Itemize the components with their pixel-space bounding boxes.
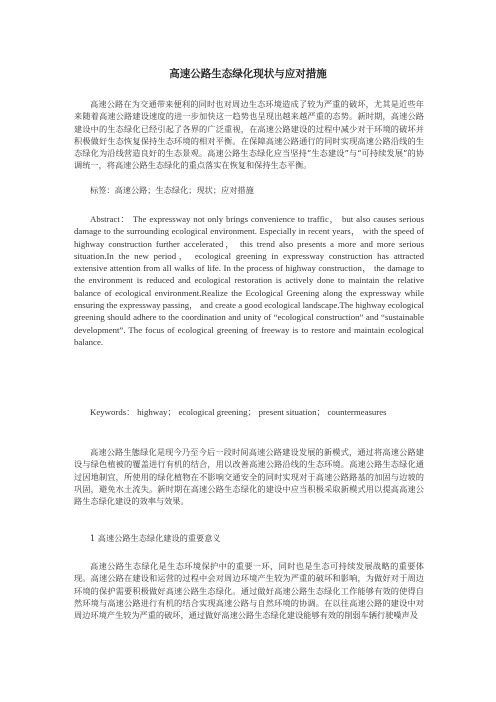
section-body: 高速公路生态绿化是生态环境保护中的重要一环，同时也是生态可持续发展战略的重要体现。高速公路在建设和运营的过程中会对周边环境产生较为严重的破坏和影响，为做好对于周边环境的保护需要积极做好高速公路生态绿化。通过做好高速公路生态绿化工作能够有效的使得自然环境与高速公路进行有机的结合实现高速公路与自然环境的协调。在以往高速公路的建设中对周边环境产生较为严重的破坏，通过做好高速公路生态绿化建设能够有效的削弱车辆行驶噪声及 (74, 561, 424, 621)
section-heading: 1 高速公路生态绿化建设的重要意义 (90, 533, 221, 543)
chinese-abstract: 高速公路在为交通带来便利的同时也对周边生态环境造成了较为严重的破坏，尤其是近些年来随着高速公路建设速度的进一步加快这一趋势也呈现出越来越严重的态势。新时期，高速公路建设中的生态绿化已经引起了各界的广泛重视，在高速公路建设的过程中减少对于环境的破坏并积极做好生态恢复保持生态环境的相对平衡。在保障高速公路通行的同时实现高速公路沿线的生态绿化为沿线营造良好的生态景观。高速公路生态绿化应当坚持“生态建设”与“可持续发展”的协调统一，将高速公路生态绿化的重点落实在恢复和保持生态平衡。 (74, 99, 424, 171)
paper-title: 高速公路生态绿化现状与应对措施 (169, 68, 327, 80)
chinese-keywords: 标签：高速公路；生态绿化；现状；应对措施 (90, 185, 254, 195)
english-keywords: Keywords： highway； ecological greening； present situation； countermeasures (90, 407, 387, 417)
introduction-paragraph: 高速公路生態绿化是现今乃至今后一段时间高速公路建设发展的新模式，通过将高速公路建设与绿色植被的覆盖进行有机的结合，用以改善高速公路沿线的生态环境。高速公路生态绿化通过因地制宜，所使用的绿化植物在不影响交通安全的同时实现对于高速公路路基的加固与边坡的巩固，避免水土流失。新时期在高速公路生态绿化的建设中应当积极采取新模式用以提高高速公路生态绿化建设的效率与效果。 (74, 447, 424, 507)
english-abstract: Abstract： The expressway not only brings convenience to traffic， but also causes serious damage to the surrounding ecological environment. Especially in recent years， with the speed of highway construction further accelerated， this trend also presents a more and more serious situation.In the new period， ecological greening in expressway construction has attracted extensive attention from all walks of life. In the process of highway construction， the damage to the environment is reduced and ecological restoration is actively done to maintain the relative balance of ecological environment.Realize the Ecological Greening along the expressway while ensuring the expressway passing， and create a good ecological landscape.The highway ecological greening should adhere to the coordination and unity of “ecological construction” and “sustainable development”. The focus of ecological greening of freeway is to restore and maintain ecological balance. (74, 214, 424, 347)
